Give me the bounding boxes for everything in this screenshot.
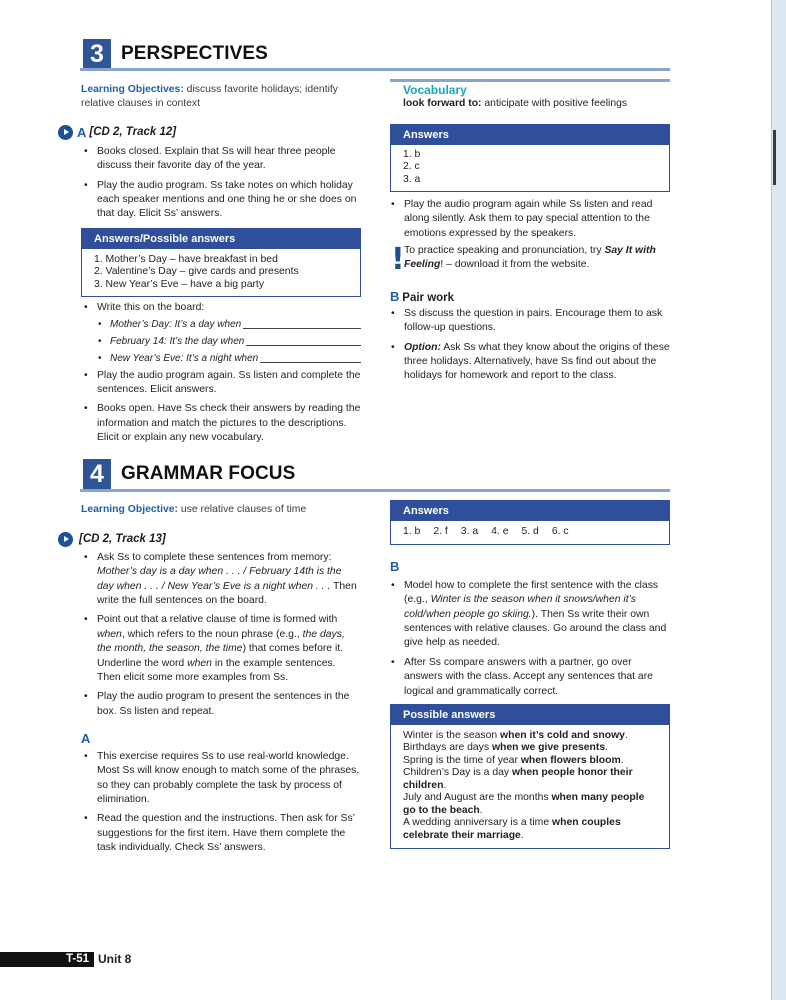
- part-b-heading: [390, 288, 454, 307]
- part-a-track: [58, 124, 176, 142]
- answer-item: 3. a: [403, 173, 421, 185]
- right-notes: [388, 198, 672, 246]
- part-a-notes: [81, 145, 361, 227]
- section-4-number: 4: [83, 459, 111, 490]
- answer-item: 5. d: [521, 526, 539, 537]
- part-a-letter: A: [77, 125, 87, 140]
- list-item: • Model how to complete the first sentence with the class (e.g., Winter is the season when it snows/when it’s cold/when people go skiing.). Then Ss write their own sentences with relative clauses. Go around the class and give help as needed.: [388, 579, 672, 651]
- list-item: • Read the question and the instructions. Then ask for Ss’ suggestions for the first item. Have them complete the task individually. Check Ss’ answers.: [81, 812, 361, 855]
- list-item: • After Ss compare answers with a partner, go over answers with the class. Accept any sentences that are logical and grammatically correct.: [388, 656, 672, 699]
- section-4-part-b-letter: B: [390, 559, 400, 574]
- answer-item: 2. Valentine’s Day – give cards and presents: [94, 266, 299, 278]
- tip-post: ! – download it from the website.: [440, 259, 590, 271]
- tip-exclamation-icon: !: [391, 242, 405, 277]
- track-label: [CD 2, Track 12]: [89, 126, 177, 139]
- answers-box: [390, 124, 670, 192]
- list-item: • Ask Ss to complete these sentences from memory: Mother’s day is a day when . . . / February 14th is the day when . . . / New Year’s Eve is a night when . . . Then write the full sentences on the board.: [81, 551, 361, 608]
- section-4-title: GRAMMAR FOCUS: [121, 463, 296, 485]
- box-title: Answers: [391, 501, 669, 521]
- possible-answer: Spring is the time of year when flowers bloom.: [403, 754, 624, 766]
- play-audio-icon[interactable]: [58, 532, 73, 547]
- list-item: • This exercise requires Ss to use real-world knowledge. Most Ss will know enough to match some of the phrases, so they can probably complete the task by process of elimination.: [81, 750, 361, 807]
- list-item: • Play the audio program. Ss take notes on which holiday each speaker mentions and one thing he or she does on that day. Elicit Ss’ answers.: [81, 179, 361, 222]
- part-b-title: Pair work: [402, 292, 455, 304]
- board-line-text: • February 14: It’s the day when: [110, 336, 245, 348]
- box-title: Answers/Possible answers: [82, 229, 360, 249]
- board-line: [81, 335, 361, 349]
- section-4-notes: [81, 551, 361, 724]
- section-3-left-column: [81, 83, 369, 112]
- section-4-lo: [81, 503, 369, 517]
- lo-label: Learning Objective:: [81, 504, 179, 515]
- box-title: Possible answers: [391, 705, 669, 725]
- board-line: [81, 318, 361, 332]
- list-item: • Write this on the board:: [81, 301, 361, 315]
- unit-label: Unit 8: [98, 952, 132, 966]
- list-item: [388, 341, 672, 384]
- section-3-title: PERSPECTIVES: [121, 43, 268, 65]
- box-title: Answers: [391, 125, 669, 145]
- list-item: • Books closed. Explain that Ss will hear three people discuss their favorite day of the year.: [81, 145, 361, 174]
- section-4-track: [58, 532, 166, 548]
- answer-item: 1. Mother’s Day – have breakfast in bed: [94, 254, 278, 265]
- answers-box: [390, 500, 670, 545]
- board-line-text: • New Year’s Eve: It’s a night when: [110, 352, 259, 364]
- section-4-part-a-letter: A: [81, 731, 91, 746]
- play-audio-icon[interactable]: [58, 125, 73, 140]
- possible-answers-box: [390, 704, 670, 849]
- section-4-rule: [80, 489, 670, 492]
- answer-item: 3. New Year’s Eve – have a big party: [94, 278, 265, 290]
- page-edge-line: [771, 0, 772, 1000]
- page-number: T-51: [0, 952, 94, 967]
- board-notes: [81, 301, 361, 451]
- section-4-part-a-notes: [81, 750, 361, 861]
- part-b-notes: [388, 307, 672, 389]
- lo-text: use relative clauses of time: [178, 504, 307, 515]
- answer-item: 2. c: [403, 161, 420, 173]
- learning-objectives: [81, 83, 369, 112]
- answer-item: 3. a: [460, 526, 479, 537]
- section-3-number: 3: [83, 39, 111, 70]
- option-label: Option:: [404, 341, 441, 353]
- list-item: • Play the audio program again. Ss listen and complete the sentences. Elicit answers.: [81, 369, 361, 398]
- answers-possible-box: [81, 228, 361, 297]
- answer-item: 2. f: [433, 526, 448, 537]
- tip-title: Say It with Feeling: [404, 245, 656, 271]
- answer-item: 1. b: [403, 526, 421, 537]
- possible-answer: Winter is the season when it’s cold and snowy.: [403, 730, 628, 741]
- vocab-definition: anticipate with positive feelings: [481, 98, 628, 110]
- section-4-header: [83, 459, 295, 490]
- answer-item: 6. c: [551, 526, 569, 537]
- possible-answer: Birthdays are days when we give presents.: [403, 742, 609, 754]
- possible-answer: A wedding anniversary is a time when couples celebrate their marriage.: [403, 817, 621, 841]
- board-line-text: • Mother’s Day: It’s a day when: [110, 319, 242, 331]
- binding-mark: [773, 130, 776, 185]
- answer-item: 1. b: [403, 149, 421, 160]
- answer-item: 4. e: [491, 526, 509, 537]
- tip-text: [404, 244, 670, 273]
- list-item: • Point out that a relative clause of time is formed with when, which refers to the noun phrase (e.g., the days, the month, the season, the time) that comes before it. Underline the word when in the example sentences. Then elicit some more examples from Ss.: [81, 613, 361, 685]
- part-b-letter: B: [390, 289, 400, 304]
- lo-label: Learning Objectives:: [81, 84, 184, 95]
- board-line: [81, 352, 361, 366]
- section-4-part-b-notes: [388, 579, 672, 704]
- vocab-term: look forward to:: [403, 98, 482, 110]
- option-text: Ask Ss what they know about the origins of these three holidays. Alternatively, have Ss find out about the holidays for homework and report to the class.: [404, 341, 670, 382]
- possible-answer: July and August are the months when many people go to the beach.: [403, 792, 645, 816]
- list-item: • Play the audio program again while Ss listen and read along silently. Ask them to pay special attention to the emotions expressed by the speakers.: [388, 198, 672, 241]
- lo-text: discuss favorite holidays; identify relative clauses in context: [81, 84, 338, 110]
- section-3-rule: [80, 68, 670, 71]
- learning-objective: [81, 503, 369, 517]
- list-item: • Play the audio program to present the sentences in the box. Ss listen and repeat.: [81, 690, 361, 719]
- track-label: [CD 2, Track 13]: [79, 533, 166, 545]
- page-footer: [0, 951, 131, 968]
- section-3-header: [83, 39, 268, 70]
- vocabulary-box: [390, 79, 670, 112]
- list-item: • Ss discuss the question in pairs. Encourage them to ask follow-up questions.: [388, 307, 672, 336]
- list-item: • Books open. Have Ss check their answers by reading the information and match the pictures to the descriptions. Elicit or explain any new vocabulary.: [81, 402, 361, 445]
- vocabulary-title: Vocabulary: [403, 83, 467, 97]
- possible-answer: Children’s Day is a day when people honor their children.: [403, 767, 633, 791]
- tip-pre: To practice speaking and pronunciation, try: [404, 245, 605, 256]
- answers-row: [391, 521, 669, 544]
